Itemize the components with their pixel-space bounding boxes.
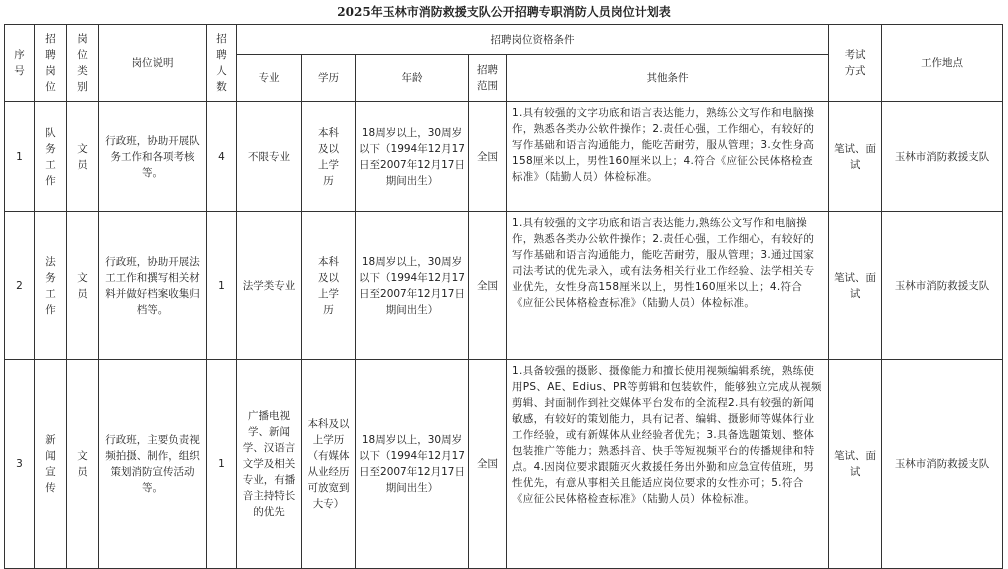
header-age: 年龄 [356,55,469,102]
cell-exam: 笔试、面试 [829,212,882,360]
header-exam: 考试方式 [829,25,882,102]
cell-major: 不限专业 [237,102,302,212]
cell-seq: 2 [5,212,35,360]
cell-post: 队务工作 [35,102,67,212]
cell-seq: 1 [5,102,35,212]
cell-location: 玉林市消防救援支队 [882,360,1003,569]
cell-post: 新闻宣传 [35,360,67,569]
header-education: 学历 [302,55,356,102]
cell-major: 广播电视学、新闻学、汉语言文学及相关专业，有播音主持特长的优先 [237,360,302,569]
cell-education: 本科及以上学历 [302,212,356,360]
header-post: 招聘岗位 [35,25,67,102]
cell-type: 文员 [67,212,99,360]
cell-count: 1 [207,212,237,360]
cell-seq: 3 [5,360,35,569]
cell-location: 玉林市消防救援支队 [882,212,1003,360]
cell-desc: 行政班，协助开展队务工作和各项考核等。 [99,102,207,212]
cell-scope: 全国 [469,102,507,212]
header-type: 岗位类别 [67,25,99,102]
cell-type: 文员 [67,360,99,569]
cell-desc: 行政班，协助开展法工工作和撰写相关材料并做好档案收集归档等。 [99,212,207,360]
header-other: 其他条件 [507,55,829,102]
header-count: 招聘人数 [207,25,237,102]
cell-desc: 行政班，主要负责视频拍摄、制作，组织策划消防宣传活动等。 [99,360,207,569]
cell-other: 1.具有较强的文字功底和语言表达能力，熟练公文写作和电脑操作，熟悉各类办公软件操作；2.责任心强，工作细心，有较好的写作基础和语言沟通能力，能吃苦耐劳，服从管理；3.女性身高158厘米以上，男性160厘米以上；4.符合《应征公民体格检查标准》（陆勤人员）体检标准。 [507,102,829,212]
cell-location: 玉林市消防救援支队 [882,102,1003,212]
cell-education: 本科及以上学历 [302,102,356,212]
cell-age: 18周岁以上，30周岁以下（1994年12月17日至2007年12月17日期间出生） [356,102,469,212]
header-scope: 招聘范围 [469,55,507,102]
cell-other: 1.具有较强的文字功底和语言表达能力,熟练公文写作和电脑操作，熟悉各类办公软件操作；2.责任心强，工作细心，有较好的写作基础和语言沟通能力，能吃苦耐劳，服从管理；3.通过国家司法考试的优先录入，或有法务相关行业工作经验、法学相关专业优先，女性身高158厘米以上，男性160厘米以上；4.符合《应征公民体格检查标准》（陆勤人员）体检标准。 [507,212,829,360]
cell-type: 文员 [67,102,99,212]
cell-age: 18周岁以上，30周岁以下（1994年12月17日至2007年12月17日期间出生） [356,212,469,360]
header-location: 工作地点 [882,25,1003,102]
cell-exam: 笔试、面试 [829,360,882,569]
header-row-main [5,25,1003,55]
table-title: 2025年玉林市消防救援支队公开招聘专职消防人员岗位计划表 [337,5,671,19]
header-major: 专业 [237,55,302,102]
header-qualification-group: 招聘岗位资格条件 [237,25,829,55]
recruitment-table [4,24,1003,569]
cell-post: 法务工作 [35,212,67,360]
header-desc: 岗位说明 [99,25,207,102]
header-seq: 序号 [5,25,35,102]
table-row [5,102,1003,212]
cell-major: 法学类专业 [237,212,302,360]
cell-age: 18周岁以上，30周岁以下（1994年12月17日至2007年12月17日期间出生） [356,360,469,569]
cell-count: 1 [207,360,237,569]
cell-scope: 全国 [469,360,507,569]
cell-scope: 全国 [469,212,507,360]
table-row [5,360,1003,569]
cell-education: 本科及以上学历（有媒体从业经历可放宽到大专） [302,360,356,569]
table-row [5,212,1003,360]
cell-other: 1.具备较强的摄影、摄像能力和擅长使用视频编辑系统，熟练使用PS、AE、Edius、PR等剪辑和包装软件，能够独立完成从视频剪辑、封面制作到社交媒体平台发布的全流程2.具有较强的新闻敏感，有较好的策划能力，具有记者、编辑、摄影师等媒体行业工作经验，或有新媒体从业经验者优先；3.具备选题策划、整体包装推广等能力；熟悉抖音、快手等短视频平台的传播规律和特点。4.因岗位要求跟随灭火救援任务出外勤和应急宣传值班，男性优先，有意从事相关且能适应岗位要求的女性亦可；5.符合《应征公民体格检查标准》（陆勤人员）体检标准。 [507,360,829,569]
cell-exam: 笔试、面试 [829,102,882,212]
cell-count: 4 [207,102,237,212]
